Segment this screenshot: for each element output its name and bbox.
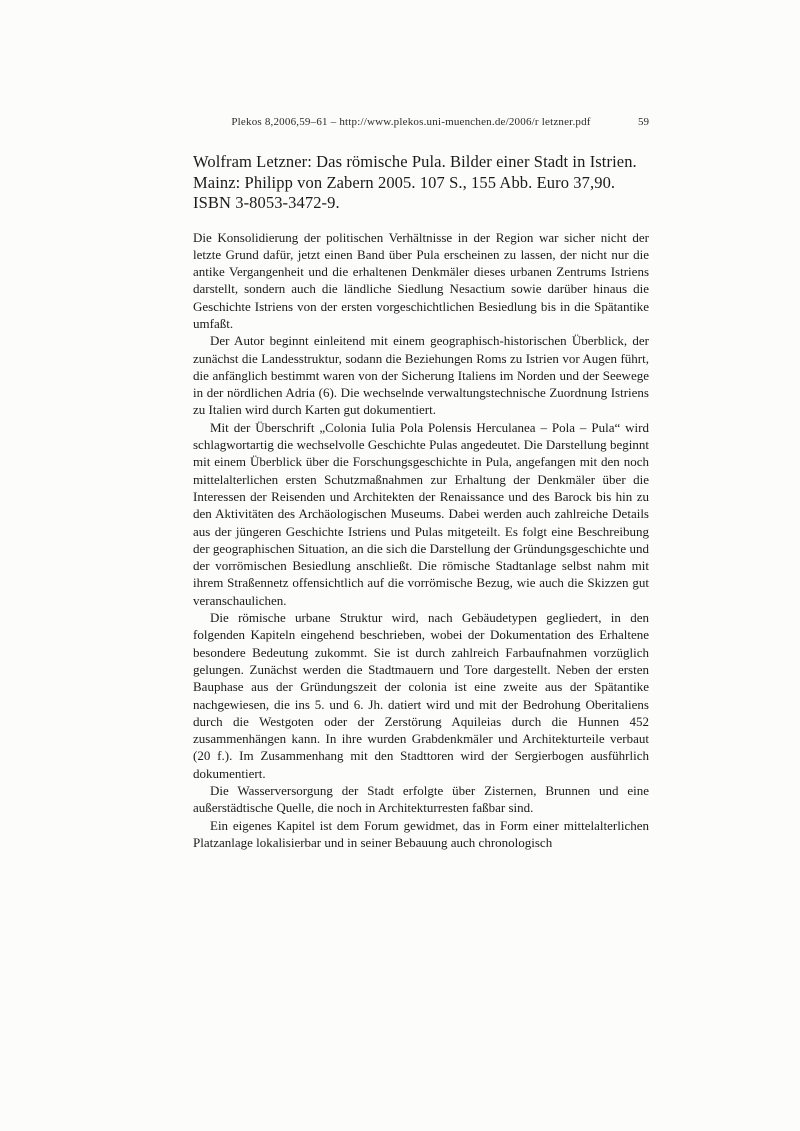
paragraph: Die Konsolidierung der politischen Verhältnisse in der Region war sicher nicht der letzte Grund dafür, jetzt einen Band über Pula erscheinen zu lassen, der nicht nur die antike Vergangenheit und die erhaltenen Denkmäler dieses urbanen Zentrums Istriens darstellt, sondern auch die ländliche Siedlung Nesactium sowie darüber hinaus die Geschichte Istriens von der ersten vorgeschichtlichen Besiedlung bis in die Spätantike umfaßt. [193,229,649,331]
paragraph: Der Autor beginnt einleitend mit einem geographisch-historischen Überblick, der zunächst die Landesstruktur, sodann die Beziehungen Roms zu Istrien vor Augen führt, die anfänglich bestimmt waren von der Sicherung Italiens im Norden und der Seewege in der nördlichen Adria (6). Die wechselnde verwaltungstechnische Zuordnung Istriens zu Italien wird durch Karten gut dokumentiert. [193,333,649,418]
paragraph: Mit der Überschrift „Colonia Iulia Pola Polensis Herculanea – Pola – Pula“ wird schlagwortartig die wechselvolle Geschichte Pulas angedeutet. Die Darstellung beginnt mit einem Überblick über die Forschungsgeschichte in Pula, angefangen mit den noch mittelalterlichen ersten Schutzmaßnahmen zur Erhaltung der Denkmäler über die Interessen der Reisenden und Architekten der Renaissance und des Barock bis hin zu den Aktivitäten des Archäologischen Museums. Dabei werden auch zahlreiche Details aus der jüngeren Geschichte Istriens und Pulas mitgeteilt. Es folgt eine Beschreibung der geographischen Situation, an die sich die Darstellung der Gründungsgeschichte und der vorrömischen Besiedlung anschließt. Die römische Stadtanlage selbst nahm mit ihrem Straßennetz offensichtlich auf die vorrömische Bezug, wie auch die Skizzen gut veranschaulichen. [193,419,649,608]
paragraph: Die römische urbane Struktur wird, nach Gebäudetypen gegliedert, in den folgenden Kapiteln eingehend beschrieben, wobei der Dokumentation des Erhaltene besondere Bedeutung zukommt. Sie ist durch zahlreich Farbaufnahmen vorzüglich gelungen. Zunächst werden die Stadtmauern und Tore dargestellt. Neben der ersten Bauphase aus der Gründungszeit der colonia ist eine zweite aus der Spätantike nachgewiesen, die ins 5. und 6. Jh. datiert wird und mit der Bedrohung Oberitaliens durch die Westgoten oder der Zerstörung Aquileias durch die Hunnen 452 zusammenhängen kann. In ihre wurden Grabdenkmäler und Architekturteile verbaut (20 f.). Im Zusammenhang mit den Stadttoren wird der Sergierbogen ausführlich dokumentiert. [193,610,649,781]
text-column [193,116,649,851]
review-title: Wolfram Letzner: Das römische Pula. Bilder einer Stadt in Istrien. Mainz: Philipp von Zabern 2005. 107 S., 155 Abb. Euro 37,90. ISBN 3-8053-3472-9. [193,152,637,212]
paragraph: Ein eigenes Kapitel ist dem Forum gewidmet, das in Form einer mittelalterlichen Platzanlage lokalisierbar und in seiner Bebauung auch chronologisch [193,817,649,850]
running-title: Plekos 8,2006,59–61 – http://www.plekos.uni-muenchen.de/2006/r letzner.pdf [231,116,591,128]
paragraph: Die Wasserversorgung der Stadt erfolgte über Zisternen, Brunnen und eine außerstädtische Quelle, die noch in Architekturresten faßbar sind. [193,783,649,816]
review-body [193,229,649,852]
page-number: 59 [638,116,649,128]
running-header [193,116,649,128]
